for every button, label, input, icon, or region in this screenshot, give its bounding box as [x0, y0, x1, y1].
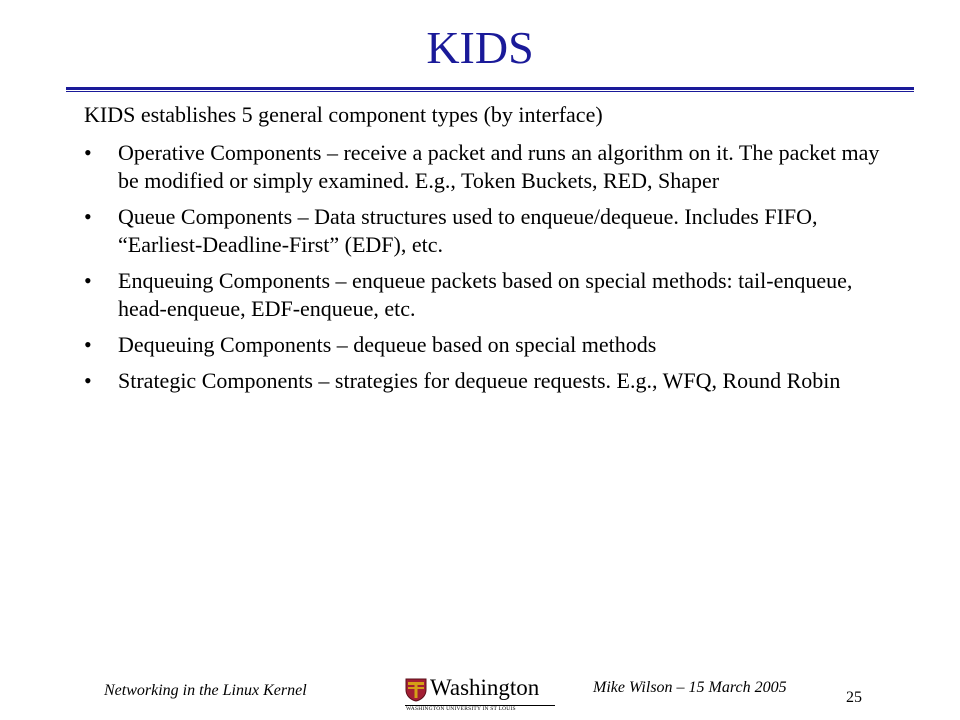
footer-author-date: Mike Wilson – 15 March 2005 — [593, 679, 787, 696]
footer-presentation-title: Networking in the Linux Kernel — [104, 682, 307, 699]
page-number: 25 — [846, 689, 862, 706]
bullet-item-enqueuing — [84, 267, 884, 323]
title-divider — [66, 87, 914, 92]
bullet-item-strategic — [84, 367, 884, 395]
bullet-text: Dequeuing Components – dequeue based on special methods — [118, 332, 657, 357]
logo-wordmark: Washington — [430, 675, 540, 700]
bullet-text: Queue Components – Data structures used to enqueue/dequeue. Includes FIFO, “Earliest-Deadline-First” (EDF), etc. — [118, 204, 818, 257]
logo-subtitle: WASHINGTON UNIVERSITY IN ST LOUIS — [406, 706, 516, 712]
bullet-item-dequeuing — [84, 331, 884, 359]
bullet-text: Strategic Components – strategies for dequeue requests. E.g., WFQ, Round Robin — [118, 368, 841, 393]
bullet-icon: • — [84, 368, 92, 393]
university-logo — [405, 676, 557, 712]
bullet-item-queue — [84, 203, 884, 259]
shield-icon — [405, 678, 427, 702]
bullet-icon: • — [84, 204, 92, 229]
bullet-icon: • — [84, 332, 92, 357]
intro-text: KIDS establishes 5 general component types (by interface) — [84, 102, 603, 127]
bullet-icon: • — [84, 268, 92, 293]
bullet-icon: • — [84, 140, 92, 165]
bullet-text: Operative Components – receive a packet and runs an algorithm on it. The packet may be modified or simply examined. E.g., Token Buckets, RED, Shaper — [118, 140, 880, 193]
slide-title: KIDS — [426, 22, 534, 73]
bullet-item-operative — [84, 139, 884, 195]
bullet-text: Enqueuing Components – enqueue packets based on special methods: tail-enqueue, head-enqueue, EDF-enqueue, etc. — [118, 268, 853, 321]
bullet-list — [84, 139, 884, 403]
